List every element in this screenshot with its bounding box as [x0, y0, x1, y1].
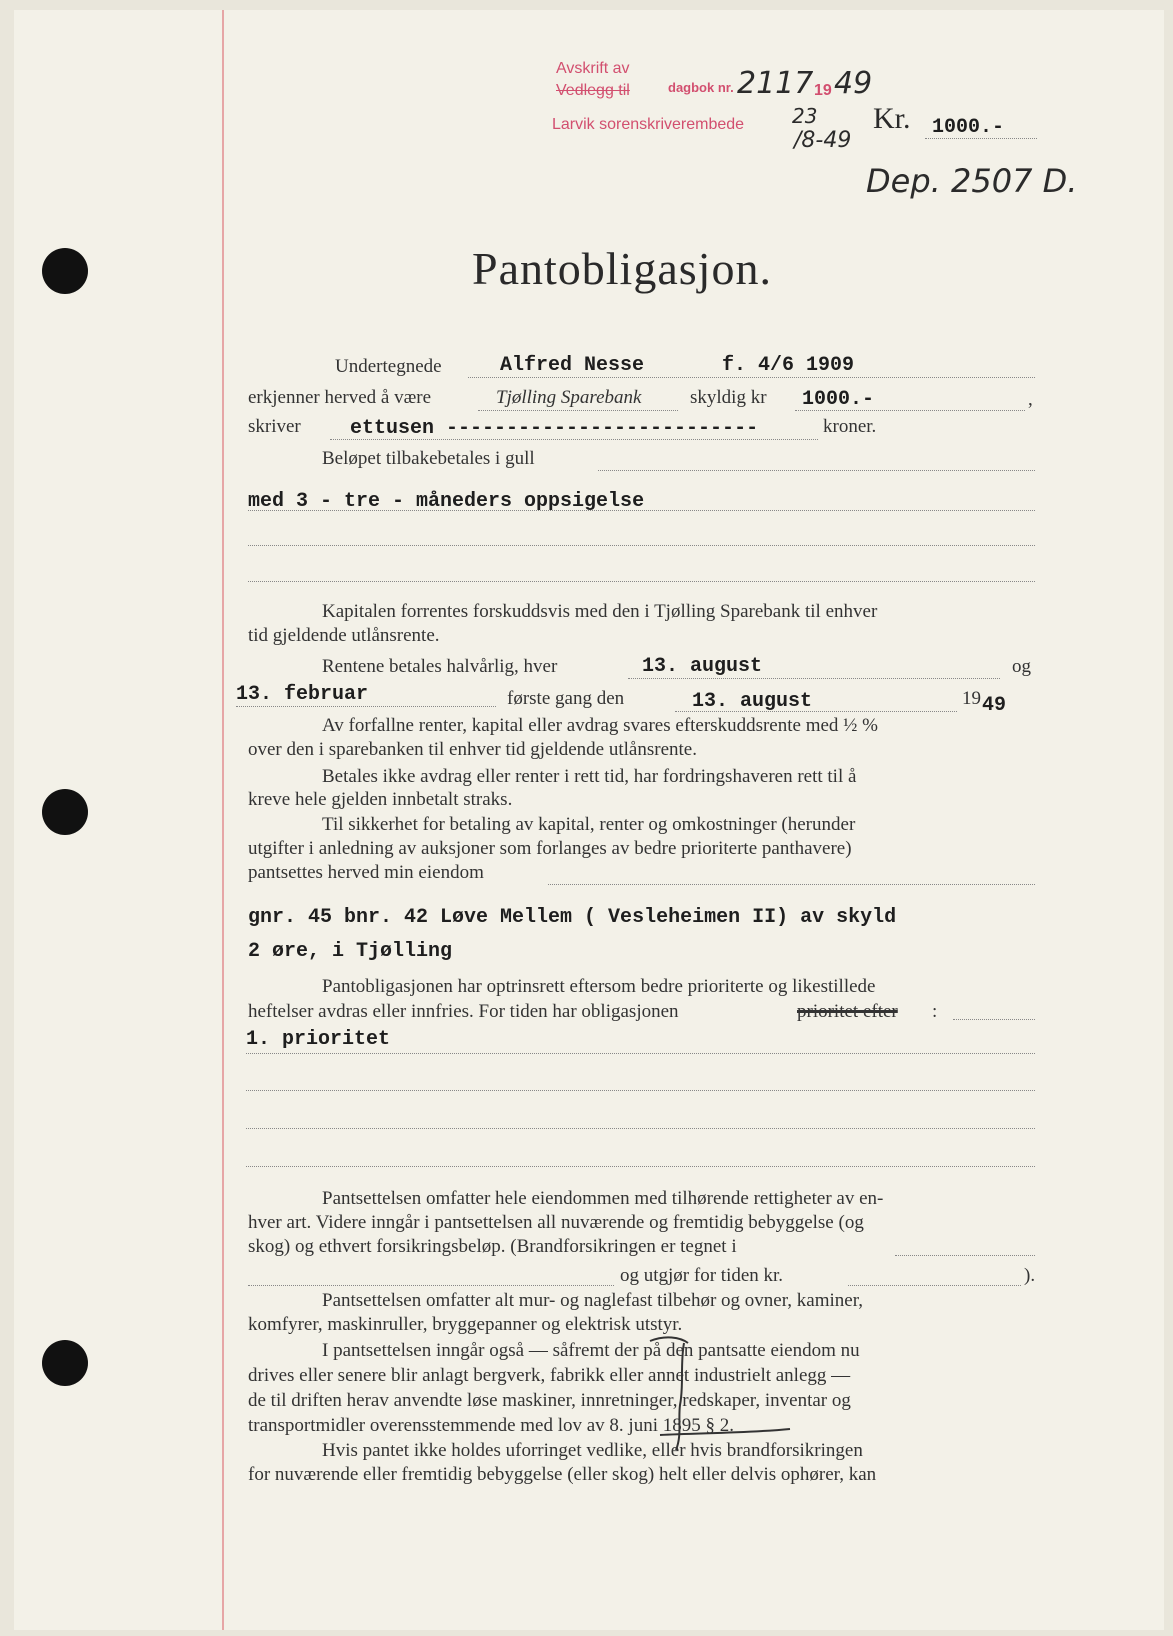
security-line1: Til sikkerhet for betaling av kapital, renter og omkostninger (herunder: [322, 814, 856, 835]
creditor-name: Tjølling Sparebank: [496, 387, 642, 408]
priority-line-4: [246, 1166, 1035, 1167]
penalty-line2: over den i sparebanken til enhver tid gjeldende utlånsrente.: [248, 739, 697, 760]
interest-date-1: 13. august: [642, 655, 763, 678]
interest-date-2-line: [236, 706, 496, 707]
punch-hole-bottom: [42, 1340, 88, 1386]
undertegnede-line: [468, 377, 1035, 378]
stamp-line-vedlegg: Vedlegg til: [556, 82, 630, 99]
amount-comma: ,: [1028, 389, 1033, 410]
og-label: og: [1012, 656, 1031, 677]
amount-numeric: 1000.-: [802, 388, 875, 411]
scope-line4-fill: [848, 1285, 1021, 1286]
default-line2: kreve hele gjelden innbetalt straks.: [248, 789, 513, 810]
priority-dots: [953, 1019, 1035, 1020]
property-line2: 2 øre, i Tjølling: [248, 940, 453, 963]
repayment-line-2: [248, 510, 1035, 511]
date-month-year: /8-49: [794, 128, 852, 153]
journal-year-suffix: 49: [834, 66, 873, 101]
priority-p-line1: Pantobligasjonen har optrinsrett eftersom bedre prioriterte og likestillede: [322, 976, 876, 997]
first-year-prefix: 19: [962, 688, 981, 709]
skriver-label: skriver: [248, 416, 301, 437]
scope-line3: skog) og ethvert forsikringsbeløp. (Brandforsikringen er tegnet i: [248, 1236, 737, 1257]
repayment-line-4: [248, 581, 1035, 582]
scope-line4: og utgjør for tiden kr.: [620, 1265, 784, 1286]
interest-date-2: 13. februar: [236, 683, 369, 706]
property-line1: gnr. 45 bnr. 42 Løve Mellem ( Vesleheimen II) av skyld: [248, 906, 897, 929]
interest-p1-line2: tid gjeldende utlånsrente.: [248, 625, 440, 646]
default-line1: Betales ikke avdrag eller renter i rett tid, har fordringshaveren rett til å: [322, 766, 857, 787]
header-amount: 1000.-: [932, 116, 1005, 139]
first-date: 13. august: [692, 690, 813, 713]
scope-line2: hver art. Videre inngår i pantsettelsen all nuværende og fremtidig bebyggelse (og: [248, 1212, 864, 1233]
debtor-name: Alfred Nesse: [500, 354, 645, 377]
stamp-line-office: Larvik sorenskriverembede: [552, 116, 745, 133]
amount-words: ettusen --------------------------: [350, 417, 759, 440]
kroner-label: kroner.: [823, 416, 877, 437]
scope-close: ).: [1024, 1265, 1036, 1286]
scope-line3-fill: [895, 1255, 1035, 1256]
industrial-line4: transportmidler overensstemmende med lov av 8. juni 1895 § 2.: [248, 1415, 734, 1436]
interest-p2-label: Rentene betales halvårlig, hver: [322, 656, 558, 677]
industrial-line2: drives eller senere blir anlagt bergverk, fabrikk eller annet industrielt anlegg —: [248, 1365, 851, 1386]
repayment-line-1: [598, 470, 1035, 471]
maintenance-line1: Hvis pantet ikke holdes uforringet vedlike, eller hvis brandforsikringen: [322, 1440, 863, 1461]
penalty-line1: Av forfallne renter, kapital eller avdrag svares efterskuddsrente med ½ %: [322, 715, 878, 736]
document-title: Pantobligasjon.: [472, 243, 772, 294]
amount-words-line: [330, 439, 818, 440]
first-time-label: første gang den: [507, 688, 625, 709]
priority-value: 1. prioritet: [246, 1028, 391, 1051]
priority-line-3: [246, 1128, 1035, 1129]
date-day: 23: [792, 104, 818, 128]
priority-line-1: [246, 1053, 1035, 1054]
repayment-terms: med 3 - tre - måneders oppsigelse: [248, 490, 645, 513]
priority-p-line2: heftelser avdras eller innfries. For tiden har obligasjonen: [248, 1001, 679, 1022]
first-year-suffix: 49: [982, 694, 1007, 717]
interest-p1-line1: Kapitalen forrentes forskuddsvis med den i Tjølling Sparebank til enhver: [322, 601, 878, 622]
margin-rule: [222, 10, 224, 1630]
kr-label: Kr.: [873, 102, 911, 135]
skyldig-label: skyldig kr: [690, 387, 767, 408]
security-line3-fill: [548, 884, 1035, 885]
stamp-line-avskrift: Avskrift av: [556, 60, 630, 77]
priority-colon: :: [932, 1001, 938, 1022]
fixtures-line2: komfyrer, maskinruller, bryggepanner og elektrisk utstyr.: [248, 1314, 683, 1335]
handwritten-bracket-mark: [640, 1325, 800, 1465]
security-line3: pantsettes herved min eiendom: [248, 862, 484, 883]
priority-struck-text: prioritet efter: [797, 1001, 898, 1022]
scope-line1: Pantsettelsen omfatter hele eiendommen med tilhørende rettigheter av en-: [322, 1188, 884, 1209]
repayment-label: Beløpet tilbakebetales i gull: [322, 448, 535, 469]
erkjenner-label: erkjenner herved å være: [248, 387, 432, 408]
industrial-line3: de til driften herav anvendte løse maskiner, innretninger, redskaper, inventar og: [248, 1390, 851, 1411]
repayment-line-3: [248, 545, 1035, 546]
fixtures-line1: Pantsettelsen omfatter alt mur- og naglefast tilbehør og ovner, kaminer,: [322, 1290, 864, 1311]
stamp-journal-label: dagbok nr.: [668, 80, 734, 95]
interest-date-1-line: [628, 678, 1000, 679]
punch-hole-middle: [42, 789, 88, 835]
undertegnede-label: Undertegnede: [335, 356, 442, 377]
amount-numeric-line: [795, 410, 1025, 411]
maintenance-line2: for nuværende eller fremtidig bebyggelse (eller skog) helt eller delvis ophører, kan: [248, 1464, 877, 1485]
debtor-birth: f. 4/6 1909: [722, 354, 855, 377]
header-amount-line: [925, 138, 1037, 139]
deposit-reference: Dep. 2507 D.: [866, 162, 1078, 200]
journal-year-prefix: 19: [814, 82, 832, 99]
priority-line-2: [246, 1090, 1035, 1091]
security-line2: utgifter i anledning av auksjoner som forlanges av bedre prioriterte panthavere): [248, 838, 852, 859]
first-date-line: [675, 711, 957, 712]
scope-line4-prefix: [248, 1285, 614, 1286]
journal-number: 2117: [737, 66, 814, 101]
punch-hole-top: [42, 248, 88, 294]
creditor-line: [478, 410, 678, 411]
industrial-line1: I pantsettelsen inngår også — såfremt der på den pantsatte eiendom nu: [322, 1340, 860, 1361]
